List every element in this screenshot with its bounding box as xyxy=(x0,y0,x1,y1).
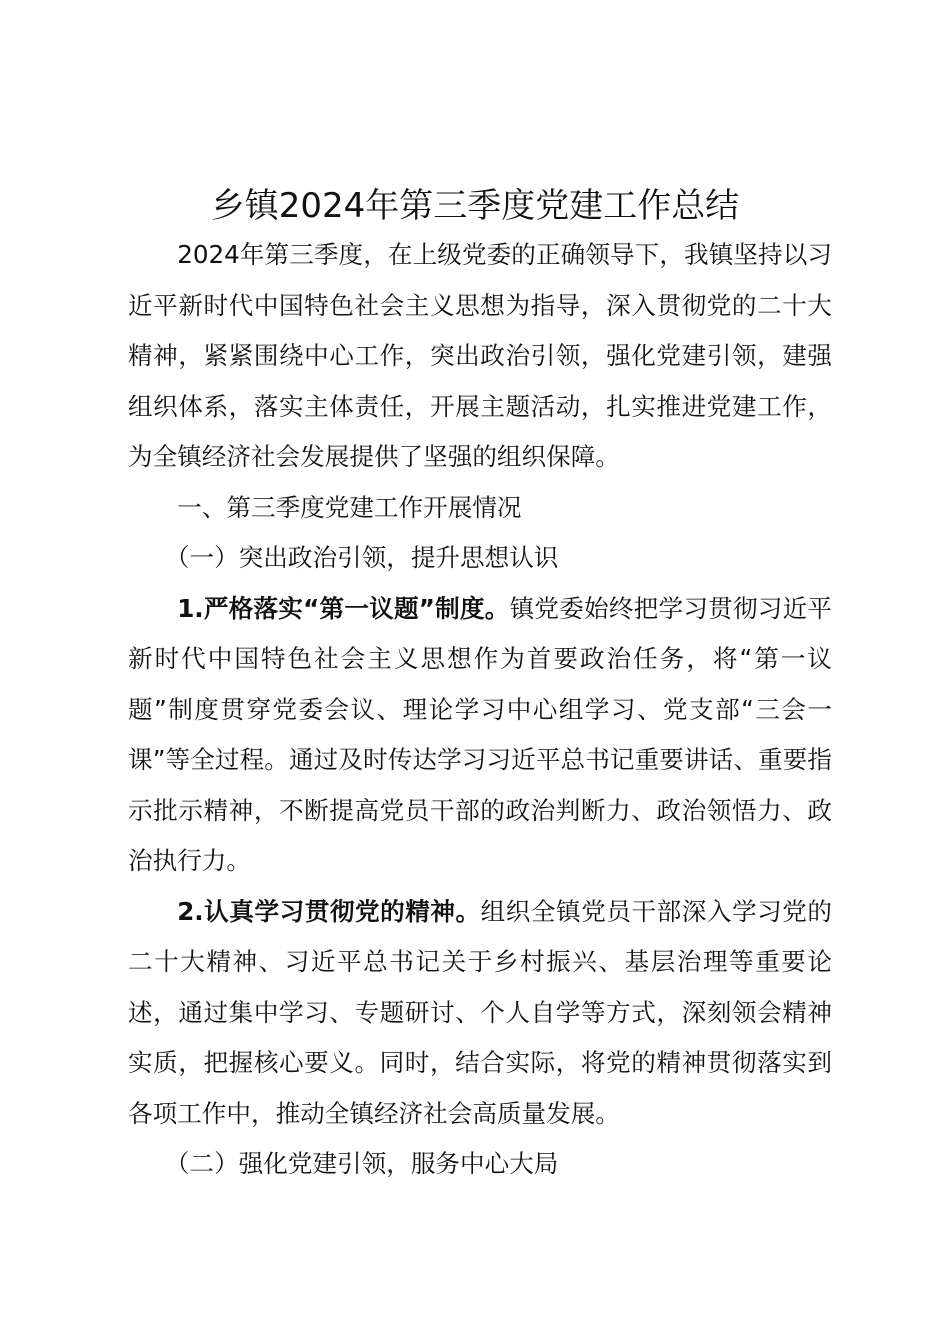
item-2-body: 组织全镇党员干部深入学习党的二十大精神、习近平总书记关于乡村振兴、基层治理等重要论述，通过集中学习、专题研讨、个人自学等方式，深刻领会精神实质，把握核心要义。同时，结合实际，将党的精神贯彻落实到各项工作中，推动全镇经济社会高质量发展。 xyxy=(128,896,832,1128)
intro-paragraph: 2024年第三季度，在上级党委的正确领导下，我镇坚持以习近平新时代中国特色社会主义思想为指导，深入贯彻党的二十大精神，紧紧围绕中心工作，突出政治引领，强化党建引领，建强组织体系，落实主体责任，开展主题活动，扎实推进党建工作，为全镇经济社会发展提供了坚强的组织保障。 xyxy=(128,240,832,471)
item-1-body: 镇党委始终把学习贯彻习近平新时代中国特色社会主义思想作为首要政治任务，将“第一议题”制度贯穿党委会议、理论学习中心组学习、党支部“三会一课”等全过程。通过及时传达学习习近平总书记重要讲话、重要指示批示精神，不断提高党员干部的政治判断力、政治领悟力、政治执行力。 xyxy=(128,593,832,875)
section-heading-1: 一、第三季度党建工作开展情况 xyxy=(177,492,522,522)
item-paragraph-2 xyxy=(128,887,832,1140)
item-paragraph-1 xyxy=(128,584,832,887)
item-2-lead: 2.认真学习贯彻党的精神。 xyxy=(177,896,481,926)
document-body xyxy=(128,230,832,1190)
subsection-heading-1: （一）突出政治引领，提升思想认识 xyxy=(164,543,559,572)
item-1-lead: 1.严格落实“第一议题”制度。 xyxy=(177,593,510,623)
document-title: 乡镇2024年第三季度党建工作总结 xyxy=(210,186,740,226)
subsection-heading-2: （二）强化党建引领，服务中心大局 xyxy=(164,1149,559,1178)
